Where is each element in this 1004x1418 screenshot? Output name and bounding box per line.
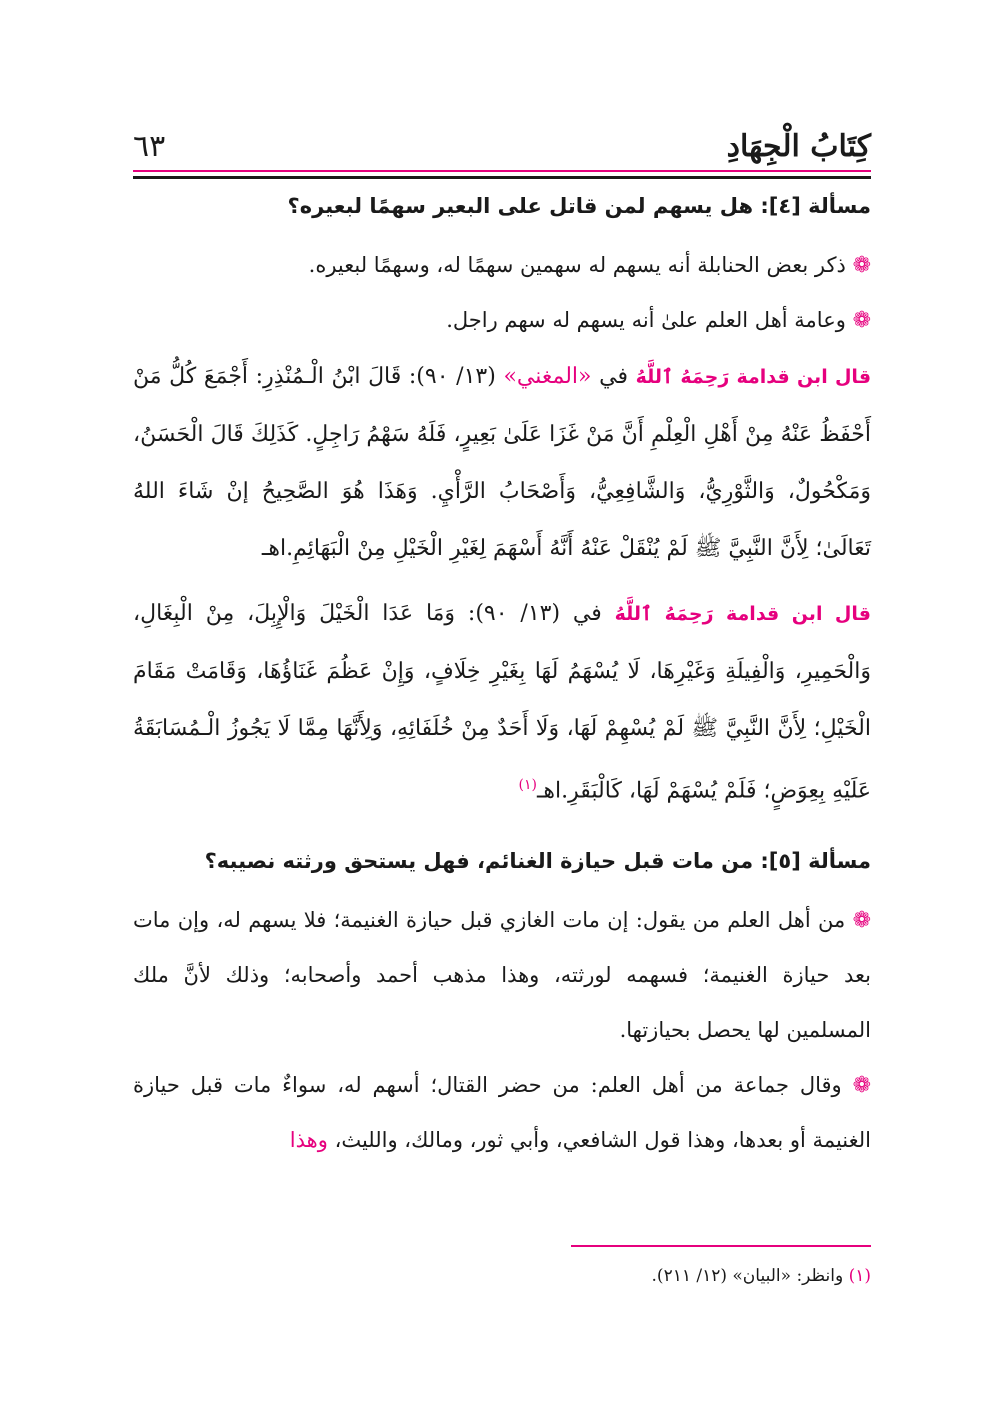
continuation-word: وهذا — [289, 1128, 328, 1153]
quote-ibn-qudamah-1: قال ابن قدامة رَحِمَهُ ٱللَّهُ في «المغني» (١٣/ ٩٠): قَالَ ابْنُ الْـمُنْذِرِ: أَجْمَعَ كُلُّ مَنْ أَحْفَظُ عَنْهُ مِنْ أَهْلِ الْعِلْمِ أَنَّ مَنْ غَزَا عَلَىٰ بَعِيرٍ، فَلَهُ سَهْمُ رَاجِلٍ. كَذَلِكَ قَالَ الْحَسَنُ، وَمَكْحُولٌ، وَالثَّوْرِيُّ، وَالشَّافِعِيُّ، وَأَصْحَابُ الرَّأْيِ. وَهَذَا هُوَ الصَّحِيحُ إنْ شَاءَ اللهُ تَعَالَىٰ؛ لِأَنَّ النَّبِيَّ ﷺ لَمْ يُنْقَلْ عَنْهُ أَنَّهُ أَسْهَمَ لِغَيْرِ الْخَيْلِ مِنْ الْبَهَائِمِ.اهـ — [133, 364, 872, 561]
footnote-marker: (١) — [848, 1266, 871, 1286]
header-rule — [133, 176, 871, 179]
quote-speaker: قال ابن قدامة رَحِمَهُ ٱللَّهُ — [614, 603, 871, 625]
footnote-reference[interactable]: (١) — [518, 777, 537, 793]
issue-5-point-2: ❁ وقال جماعة من أهل العلم: من حضر القتال؛ أسهم له، سواءٌ مات قبل حيازة الغنيمة أو بعدها، وهذا قول الشافعي، وأبي ثور، ومالك، والليث، وهذا — [133, 1073, 871, 1153]
issue-4-question: مسألة [٤]: هل يسهم لمن قاتل على البعير سهمًا لبعيره؟ — [287, 194, 871, 218]
flower-bullet-icon: ❁ — [852, 308, 871, 333]
footnote-text: وانظر: «البيان» (١٢/ ٢١١). — [651, 1266, 844, 1286]
page-number: ٦٣ — [133, 128, 166, 164]
book-title: كِتَابُ الْجِهَادِ — [726, 128, 871, 164]
source-book: «المغني» — [503, 364, 592, 389]
header-rule-accent — [133, 170, 871, 172]
issue-5-point-1: ❁ من أهل العلم من يقول: إن مات الغازي قبل حيازة الغنيمة؛ فلا يسهم له، وإن مات بعد حيازة الغنيمة؛ فسهمه لورثته، وهذا مذهب أحمد وأصحابه؛ وذلك لأنَّ ملك المسلمين لها يحصل بحيازتها. — [133, 908, 872, 1043]
flower-bullet-icon: ❁ — [852, 908, 872, 934]
issue-4-point-2: ❁ وعامة أهل العلم علىٰ أنه يسهم له سهم راجل. — [446, 308, 871, 333]
footnote-rule — [571, 1245, 871, 1247]
quote-speaker: قال ابن قدامة رَحِمَهُ ٱللَّهُ — [635, 366, 872, 388]
page-header — [133, 122, 871, 170]
issue-5-question: مسألة [٥]: من مات قبل حيازة الغنائم، فهل يستحق ورثته نصيبه؟ — [204, 849, 871, 874]
issue-4-point-1: ❁ ذكر بعض الحنابلة أنه يسهم له سهمين سهمًا له، وسهمًا لبعيره. — [308, 253, 871, 278]
footnote — [133, 1262, 871, 1290]
page-body — [133, 182, 871, 1168]
flower-bullet-icon: ❁ — [852, 1073, 871, 1099]
quote-ibn-qudamah-2: قال ابن قدامة رَحِمَهُ ٱللَّهُ في (١٣/ ٩٠): وَمَا عَدَا الْخَيْلَ وَالْإِبِلَ، مِنْ الْبِغَالِ، وَالْحَمِيرِ، وَالْفِيلَةِ وَغَيْرِهَا، لَا يُسْهَمُ لَهَا بِغَيْرِ خِلَافٍ، وَإِنْ عَظُمَ غَنَاؤُهَا، وَقَامَتْ مَقَامَ الْخَيْلِ؛ لِأَنَّ النَّبِيَّ ﷺ لَمْ يُسْهِمْ لَهَا، وَلَا أَحَدٌ مِنْ خُلَفَائِهِ، وَلِأَنَّهَا مِمَّا لَا يَجُوزُ الْـمُسَابَقَةُ عَلَيْهِ بِعِوَضٍ؛ فَلَمْ يُسْهَمْ لَهَا، كَالْبَقَرِ.اهـ$^{(١)}$ — [133, 601, 871, 804]
flower-bullet-icon: ❁ — [852, 253, 871, 278]
